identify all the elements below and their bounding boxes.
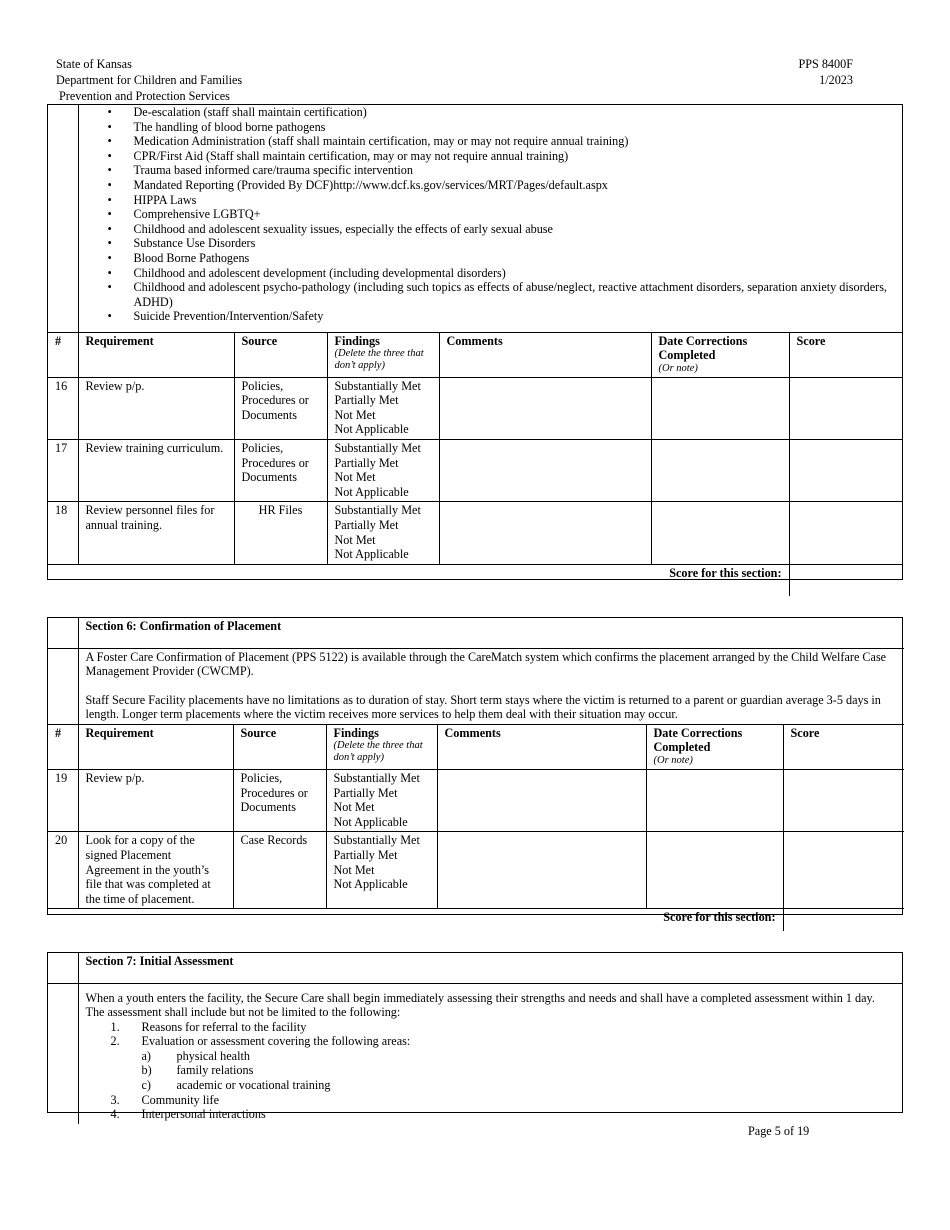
assessment-item-text: Evaluation or assessment covering the following areas: bbox=[141, 1034, 411, 1049]
training-topics-list bbox=[79, 105, 903, 324]
row-score[interactable] bbox=[789, 502, 902, 564]
section6-description bbox=[78, 648, 904, 724]
row-source: Case Records bbox=[233, 832, 326, 909]
assessment-item bbox=[86, 1093, 896, 1108]
row-date-corrections[interactable] bbox=[651, 440, 789, 502]
section5-block bbox=[47, 104, 903, 580]
col-requirement-header: Requirement bbox=[78, 724, 233, 769]
requirement-row bbox=[48, 832, 904, 909]
assessment-item-marker: c) bbox=[141, 1078, 151, 1093]
col-score-header: Score bbox=[783, 724, 904, 769]
findings-option[interactable]: Substantially Met bbox=[334, 503, 421, 518]
row-date-corrections[interactable] bbox=[646, 770, 783, 832]
col-source-header: Source bbox=[234, 332, 327, 377]
row-date-corrections[interactable] bbox=[651, 377, 789, 439]
training-topic-item: • Medication Administration (staff shall maintain certification, may or may not require annual training) bbox=[79, 134, 903, 149]
row-source: Policies, Procedures or Documents bbox=[233, 770, 326, 832]
row-score[interactable] bbox=[783, 832, 904, 909]
date-label: Date Corrections Completed bbox=[658, 333, 748, 363]
assessment-item-marker: 4. bbox=[110, 1107, 120, 1122]
header-division: Prevention and Protection Services bbox=[59, 89, 230, 103]
training-topics-cell bbox=[78, 105, 902, 332]
training-topic-item: • The handling of blood borne pathogens bbox=[79, 120, 903, 135]
assessment-item-text: Reasons for referral to the facility bbox=[141, 1019, 307, 1034]
training-topic-item: • De-escalation (staff shall maintain certification) bbox=[79, 105, 903, 120]
findings-option[interactable]: Not Met bbox=[334, 470, 376, 485]
training-topic-item: • Childhood and adolescent psycho-pathology (including such topics as effects of abuse/neglect, reactive attachment disorders, separation anxiety disorders, ADHD) bbox=[79, 280, 903, 309]
assessment-item-marker: a) bbox=[141, 1048, 151, 1063]
section6-title: Section 6: Confirmation of Placement bbox=[78, 618, 904, 648]
row-score[interactable] bbox=[783, 770, 904, 832]
assessment-item-marker: b) bbox=[141, 1063, 152, 1078]
findings-option[interactable]: Not Applicable bbox=[334, 484, 409, 499]
findings-label: Findings bbox=[334, 333, 380, 348]
row-source: Policies, Procedures or Documents bbox=[234, 377, 327, 439]
row-date-corrections[interactable] bbox=[651, 502, 789, 564]
col-requirement-header: Requirement bbox=[78, 332, 234, 377]
col-num-header: # bbox=[48, 332, 78, 377]
row-number: 20 bbox=[48, 832, 78, 909]
training-topic-item: • Childhood and adolescent sexuality issues, especially the effects of early sexual abuse bbox=[79, 222, 903, 237]
training-topic-item: • Childhood and adolescent development (including developmental disorders) bbox=[79, 266, 903, 281]
header-state: State of Kansas bbox=[56, 57, 132, 71]
row-comments[interactable] bbox=[439, 440, 651, 502]
training-topic-item: • Blood Borne Pathogens bbox=[79, 251, 903, 266]
row-requirement: Look for a copy of the signed Placement Agreement in the youth’s file that was completed at the time of placement. bbox=[78, 832, 233, 909]
section6-table-header bbox=[48, 724, 904, 769]
row-number: 18 bbox=[48, 502, 78, 564]
section7-table bbox=[48, 953, 902, 1124]
section5-score-row bbox=[48, 564, 902, 596]
training-topic-item: • Substance Use Disorders bbox=[79, 236, 903, 251]
section6-para2: Staff Secure Facility placements have no limitations as to duration of stay. Short term stays where the victim is returned to a parent or guardian average 3-5 days in length. Longer term placements where the victim receives more services to help them deal with their situation may occur. bbox=[85, 692, 881, 722]
row-requirement: Review p/p. bbox=[78, 770, 233, 832]
assessment-item bbox=[86, 1063, 896, 1078]
findings-option[interactable]: Substantially Met bbox=[334, 441, 421, 456]
findings-label: Findings bbox=[333, 725, 379, 740]
findings-option[interactable]: Substantially Met bbox=[334, 378, 421, 393]
page-number: Page 5 of 19 bbox=[748, 1124, 810, 1138]
section5-table bbox=[48, 105, 902, 596]
row-number: 16 bbox=[48, 377, 78, 439]
assessment-item-text: Community life bbox=[141, 1092, 220, 1107]
findings-option[interactable]: Substantially Met bbox=[333, 833, 420, 848]
col-date-header bbox=[646, 724, 783, 769]
training-topic-item: • CPR/First Aid (Staff shall maintain certification, may or may not require annual training) bbox=[79, 149, 903, 164]
requirement-row bbox=[48, 377, 902, 439]
findings-option[interactable]: Partially Met bbox=[334, 393, 399, 408]
assessment-item bbox=[86, 1049, 896, 1064]
section6-score-row bbox=[48, 909, 904, 931]
findings-option[interactable]: Substantially Met bbox=[333, 771, 420, 786]
col-source-header: Source bbox=[233, 724, 326, 769]
section6-para1: A Foster Care Confirmation of Placement (PPS 5122) is available through the CareMatch system which confirms the placement arranged by the Child Welfare Case Management Provider (CWCMP). bbox=[85, 649, 887, 679]
assessment-item-marker: 1. bbox=[110, 1019, 120, 1034]
assessment-item bbox=[86, 1107, 896, 1122]
page-header-left bbox=[56, 57, 242, 105]
col-findings-header bbox=[327, 332, 439, 377]
training-topic-item: • Suicide Prevention/Intervention/Safety bbox=[79, 309, 903, 324]
findings-option[interactable]: Not Met bbox=[334, 407, 376, 422]
assessment-item-marker: 2. bbox=[110, 1034, 120, 1049]
section7-intro: When a youth enters the facility, the Secure Care shall begin immediately assessing their strengths and needs and shall have a completed assessment within 1 day. The assessment shall include but not be limited to the following: bbox=[85, 990, 875, 1020]
row-source: HR Files bbox=[234, 502, 327, 564]
row-date-corrections[interactable] bbox=[646, 832, 783, 909]
section5-score-value[interactable] bbox=[789, 564, 902, 596]
row-number: 17 bbox=[48, 440, 78, 502]
training-topic-item: • Mandated Reporting (Provided By DCF)http://www.dcf.ks.gov/services/MRT/Pages/default.aspx bbox=[79, 178, 903, 193]
assessment-item-text: Interpersonal interactions bbox=[141, 1107, 266, 1122]
section5-score-label: Score for this section: bbox=[48, 564, 789, 596]
col-findings-header bbox=[326, 724, 437, 769]
assessment-items-list bbox=[86, 1020, 896, 1122]
row-findings[interactable] bbox=[327, 502, 439, 564]
findings-option[interactable]: Not Met bbox=[333, 862, 375, 877]
findings-note: (Delete the three that don’t apply) bbox=[333, 740, 423, 764]
row-source: Policies, Procedures or Documents bbox=[234, 440, 327, 502]
findings-option[interactable]: Not Met bbox=[334, 532, 376, 547]
row-number: 19 bbox=[48, 770, 78, 832]
row-comments[interactable] bbox=[437, 832, 646, 909]
date-note: (Or note) bbox=[653, 755, 693, 767]
requirement-row bbox=[48, 770, 904, 832]
findings-option[interactable]: Not Applicable bbox=[333, 877, 408, 892]
findings-option[interactable]: Partially Met bbox=[334, 518, 399, 533]
training-topic-item: • HIPPA Laws bbox=[79, 193, 903, 208]
findings-option[interactable]: Not Applicable bbox=[334, 422, 409, 437]
row-comments[interactable] bbox=[439, 377, 651, 439]
assessment-item bbox=[86, 1078, 896, 1093]
date-note: (Or note) bbox=[658, 362, 698, 374]
findings-option[interactable]: Partially Met bbox=[334, 455, 399, 470]
col-num-header: # bbox=[48, 724, 78, 769]
row-requirement: Review training curriculum. bbox=[78, 440, 234, 502]
row-findings[interactable] bbox=[326, 832, 437, 909]
section6-score-label: Score for this section: bbox=[48, 909, 783, 931]
row-score[interactable] bbox=[789, 377, 902, 439]
col-comments-header: Comments bbox=[439, 332, 651, 377]
assessment-item-marker: 3. bbox=[110, 1092, 120, 1107]
header-form-date: 1/2023 bbox=[819, 73, 853, 87]
row-findings[interactable] bbox=[327, 440, 439, 502]
section7-block bbox=[47, 952, 903, 1122]
assessment-item bbox=[86, 1020, 896, 1035]
col-date-header bbox=[651, 332, 789, 377]
requirement-row bbox=[48, 440, 902, 502]
findings-note: (Delete the three that don’t apply) bbox=[334, 348, 424, 372]
findings-option[interactable]: Partially Met bbox=[333, 785, 398, 800]
row-findings[interactable] bbox=[326, 770, 437, 832]
row-requirement: Review p/p. bbox=[78, 377, 234, 439]
findings-option[interactable]: Partially Met bbox=[333, 848, 398, 863]
training-topic-item: • Comprehensive LGBTQ+ bbox=[79, 207, 903, 222]
assessment-item-text: physical health bbox=[176, 1048, 250, 1063]
header-form-number: PPS 8400F bbox=[798, 57, 853, 71]
section6-score-value[interactable] bbox=[783, 909, 904, 931]
assessment-item bbox=[86, 1034, 896, 1049]
findings-option[interactable]: Not Met bbox=[333, 800, 375, 815]
section6-table bbox=[48, 618, 904, 931]
col-comments-header: Comments bbox=[437, 724, 646, 769]
requirement-row bbox=[48, 502, 902, 564]
findings-option[interactable]: Not Applicable bbox=[334, 547, 409, 562]
row-requirement: Review personnel files for annual training. bbox=[78, 502, 234, 564]
row-comments[interactable] bbox=[439, 502, 651, 564]
col-score-header: Score bbox=[789, 332, 902, 377]
assessment-item-text: academic or vocational training bbox=[176, 1078, 331, 1093]
row-findings[interactable] bbox=[327, 377, 439, 439]
section7-description bbox=[78, 983, 902, 1124]
findings-option[interactable]: Not Applicable bbox=[333, 814, 408, 829]
section6-block bbox=[47, 617, 903, 925]
header-department: Department for Children and Families bbox=[56, 73, 243, 87]
page-header-right bbox=[789, 57, 853, 89]
row-score[interactable] bbox=[789, 440, 902, 502]
assessment-item-text: family relations bbox=[176, 1063, 254, 1078]
row-comments[interactable] bbox=[437, 770, 646, 832]
training-topic-item: • Trauma based informed care/trauma specific intervention bbox=[79, 163, 903, 178]
section5-table-header bbox=[48, 332, 902, 377]
date-label: Date Corrections Completed bbox=[653, 725, 743, 755]
section7-title: Section 7: Initial Assessment bbox=[78, 953, 902, 983]
